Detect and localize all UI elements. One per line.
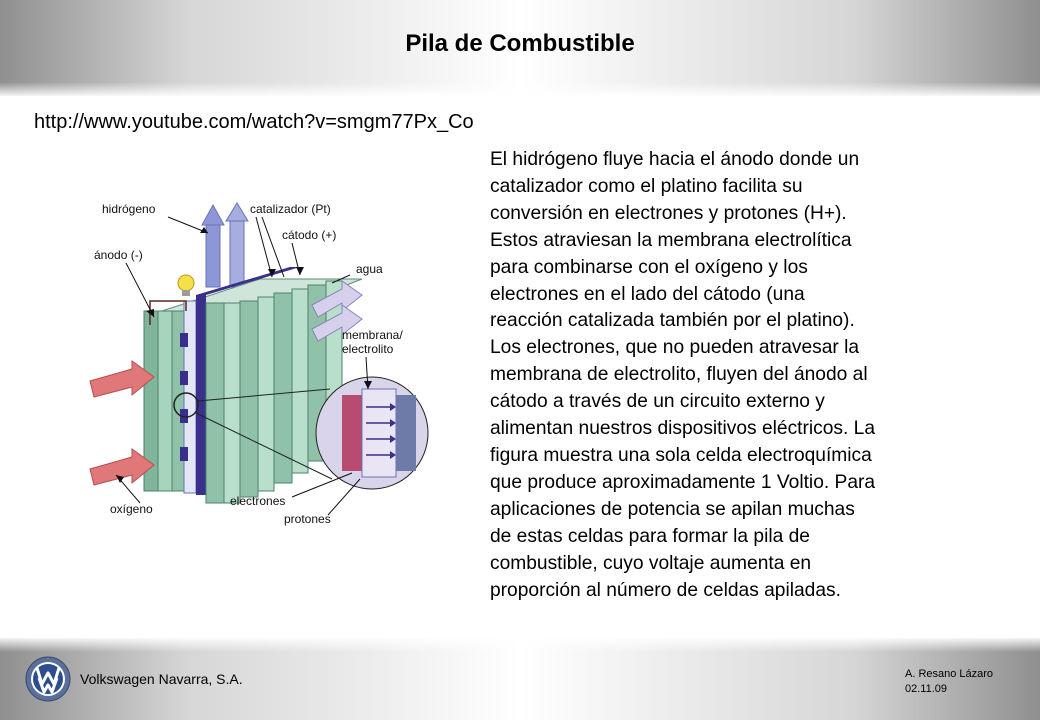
cathode-catalyst-layer xyxy=(196,295,206,495)
body-line: Estos atraviesan la membrana electrolítica xyxy=(490,229,852,251)
label-electrones: electrones xyxy=(230,494,286,508)
body-line: figura muestra una sola celda electroquímica xyxy=(490,444,872,466)
body-line: reacción catalizada también por el platino). xyxy=(490,310,855,332)
body-line: catalizador como el platino facilita su xyxy=(490,175,803,197)
body-line: cátodo a través de un circuito externo y xyxy=(490,391,825,413)
label-hidrogeno: hidrógeno xyxy=(102,202,156,216)
label-membrana: membrana/ xyxy=(342,328,403,342)
body-line: combustible, cuyo voltaje aumenta en xyxy=(490,552,812,574)
label-protones: protones xyxy=(284,512,331,526)
company-name: Volkswagen Navarra, S.A. xyxy=(80,671,243,687)
volkswagen-logo-icon xyxy=(25,656,71,702)
membrane-inset xyxy=(316,377,428,489)
youtube-link[interactable]: http://www.youtube.com/watch?v=smgm77Px_Co xyxy=(34,111,474,133)
body-line: Los electrones, que no pueden atravesar la xyxy=(490,337,860,359)
body-line: El hidrógeno fluye hacia el ánodo donde un xyxy=(490,149,860,170)
label-catodo: cátodo (+) xyxy=(282,228,337,242)
label-catalizador: catalizador (Pt) xyxy=(250,202,331,216)
body-line: conversión en electrones y protones (H+). xyxy=(490,202,847,224)
author-block xyxy=(905,667,993,697)
slide-date: 02.11.09 xyxy=(905,683,948,695)
body-line: alimentan nuestros dispositivos eléctricos. La xyxy=(490,418,876,440)
label-anodo: ánodo (-) xyxy=(94,248,143,262)
body-line: aplicaciones de potencia se apilan muchas xyxy=(490,498,855,520)
body-line: proporción al número de celdas apiladas. xyxy=(490,579,841,601)
body-line: que produce aproximadamente 1 Voltio. Para xyxy=(490,471,876,493)
body-line: membrana de electrolito, fluyen del ánodo al xyxy=(490,364,868,386)
body-line: electrones en el lado del cátodo (una xyxy=(490,283,805,305)
slide-title: Pila de Combustible xyxy=(405,30,635,57)
body-line: para combinarse con el oxígeno y los xyxy=(490,256,808,278)
label-oxigeno: oxígeno xyxy=(110,502,153,516)
fuel-cell-diagram xyxy=(80,183,432,530)
label-agua: agua xyxy=(356,262,383,276)
author-name: A. Resano Lázaro xyxy=(905,668,994,680)
body-line: de estas celdas para formar la pila de xyxy=(490,525,810,547)
label-electrolito: electrolito xyxy=(342,342,394,356)
body-text xyxy=(490,147,960,604)
